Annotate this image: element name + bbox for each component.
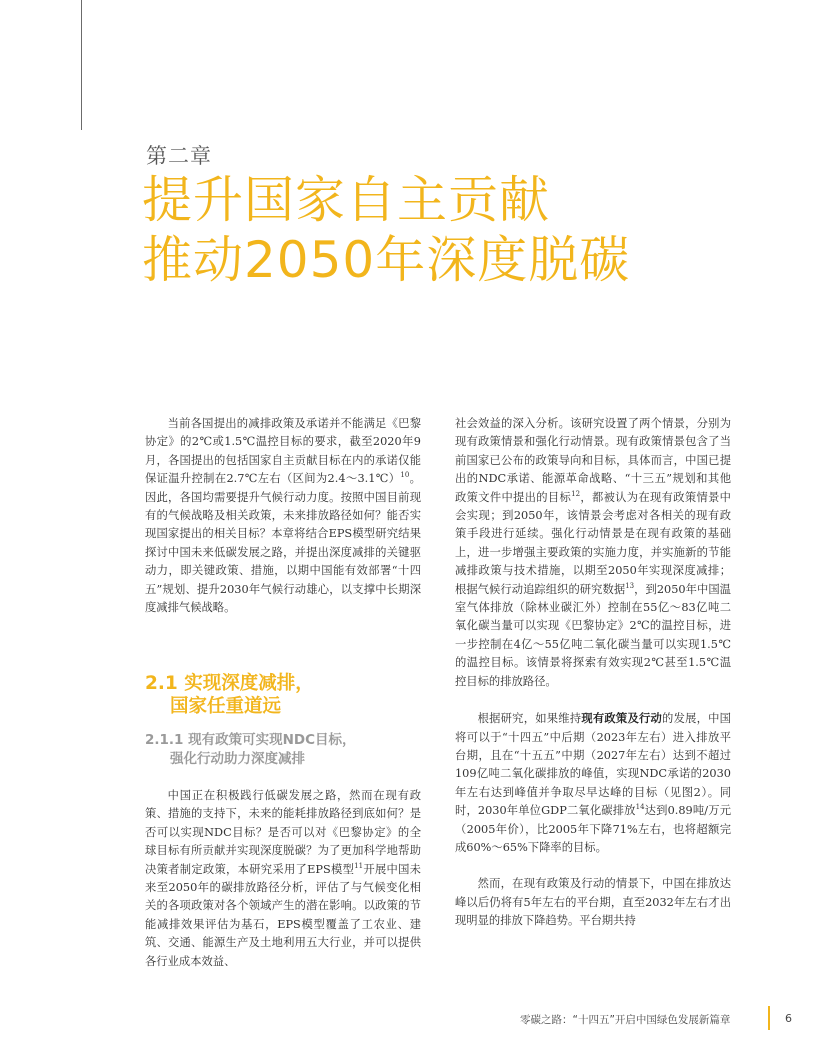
subsection-heading-line2: 强化行动助力深度减排 (170, 751, 305, 767)
body-paragraph: 根据研究，如果维持现有政策及行动的发展，中国将可以于“十四五”中后期（2023年左右）进入排放平台期，且在“十五五”中期（2027年左右）达到不超过109亿吨二氧化碳排放的峰值，实现NDC承诺的2030年左右达到峰值并争取尽早达峰的目标（见图2）。同时，2030年单位GDP二氧化碳排放$^{14}$达到0.89吨/万元（2005年价），比2005年下降71%左右，也将超额完成60%～65%下降率的目标。 (455, 711, 731, 854)
intro-paragraph: 当前各国提出的减排政策及承诺并不能满足《巴黎协定》的2℃或1.5℃温控目标的要求，截至2020年9月，各国提出的包括国家自主贡献目标在内的承诺仅能保证温升控制在2.7℃左右（区间为2.4～3.1℃）$^{10}$。因此，各国均需要提升气候行动力度。按照中国目前现有的气候战略及相关政策，未来排放路径如何？能否实现国家提出的相关目标？本章将结合EPS模型研究结果探讨中国未来低碳发展之路，并提出深度减排的关键驱动力，即关键政策、措施，以期中国能有效部署“十四五”规划、提升2030年气候行动雄心，以支撑中长期深度减排气候战略。 (145, 417, 421, 615)
left-column-body (145, 787, 421, 971)
section-heading-line2: 国家任重道远 (170, 696, 282, 717)
section-heading-line1: 2.1 实现深度减排， (145, 673, 314, 694)
body-paragraph: 中国正在积极践行低碳发展之路，然而在现有政策、措施的支持下，未来的能耗排放路径到底如何？是否可以实现NDC目标？是否可以对《巴黎协定》的全球目标有所贡献并实现深度脱碳？为了更加科学地帮助决策者制定政策，本研究采用了EPS模型$^{11}$开展中国未来至2050年的碳排放路径分析，评估了与气候变化相关的各项政策对各个领域产生的潜在影响。以政策的节能减排效果评估为基石，EPS模型覆盖了工农业、建筑、交通、能源生产及土地利用五大行业，并可以提供各行业成本效益、 (145, 789, 421, 968)
top-vertical-rule (81, 0, 82, 130)
emphasis-text: 现有政策及行动 (581, 711, 663, 726)
footer-title: 零碳之路：“十四五”开启中国绿色发展新篇章 (520, 1014, 731, 1026)
footnote-ref: 12 (571, 489, 581, 498)
footnote-ref: 10 (400, 471, 410, 480)
chapter-title-line2: 推动2050年深度脱碳 (142, 231, 631, 289)
chapter-title (142, 170, 762, 290)
footnote-ref: 11 (354, 861, 364, 870)
subsection-heading-line1: 2.1.1 现有政策可实现NDC目标， (145, 732, 356, 748)
body-paragraph: 社会效益的深入分析。该研究设置了两个情景，分别为现有政策情景和强化行动情景。现有政策情景包含了当前国家已公布的政策导向和目标，具体而言，中国已提出的NDC承诺、能源革命战略、“十三五”规划和其他政策文件中提出的目标$^{12}$，都被认为在现有政策情景中会实现；到2050年，该情景会考虑对各相关的现有政策手段进行延续。强化行动情景是在现有政策的基础上，进一步增强主要政策的实施力度，并实施新的节能减排政策与技术措施，以期至2050年实现深度减排；根据气候行动追踪组织的研究数据$^{13}$，到2050年中国温室气体排放（除林业碳汇外）控制在55亿～83亿吨二氧化碳当量可以实现《巴黎协定》2℃的温控目标，进一步控制在4亿～55亿吨二氧化碳当量可以实现1.5℃的温控目标。该情景将探索有效实现2℃甚至1.5℃温控目标的排放路径。 (455, 417, 731, 688)
page-number: 6 (785, 1012, 792, 1025)
subsection-heading (145, 731, 356, 769)
section-heading (145, 672, 314, 718)
footer-divider (768, 1006, 770, 1030)
body-paragraph: 然而，在现有政策及行动的情景下，中国在排放达峰以后仍将有5年左右的平台期，直至2032年左右才出现明显的排放下降趋势。平台期共持 (455, 877, 731, 928)
chapter-title-line1: 提升国家自主贡献 (142, 171, 550, 229)
chapter-label: 第二章 (146, 144, 212, 168)
right-column (455, 415, 731, 931)
footnote-ref: 14 (635, 803, 645, 812)
left-column-intro (145, 415, 421, 617)
footnote-ref: 13 (625, 581, 635, 590)
